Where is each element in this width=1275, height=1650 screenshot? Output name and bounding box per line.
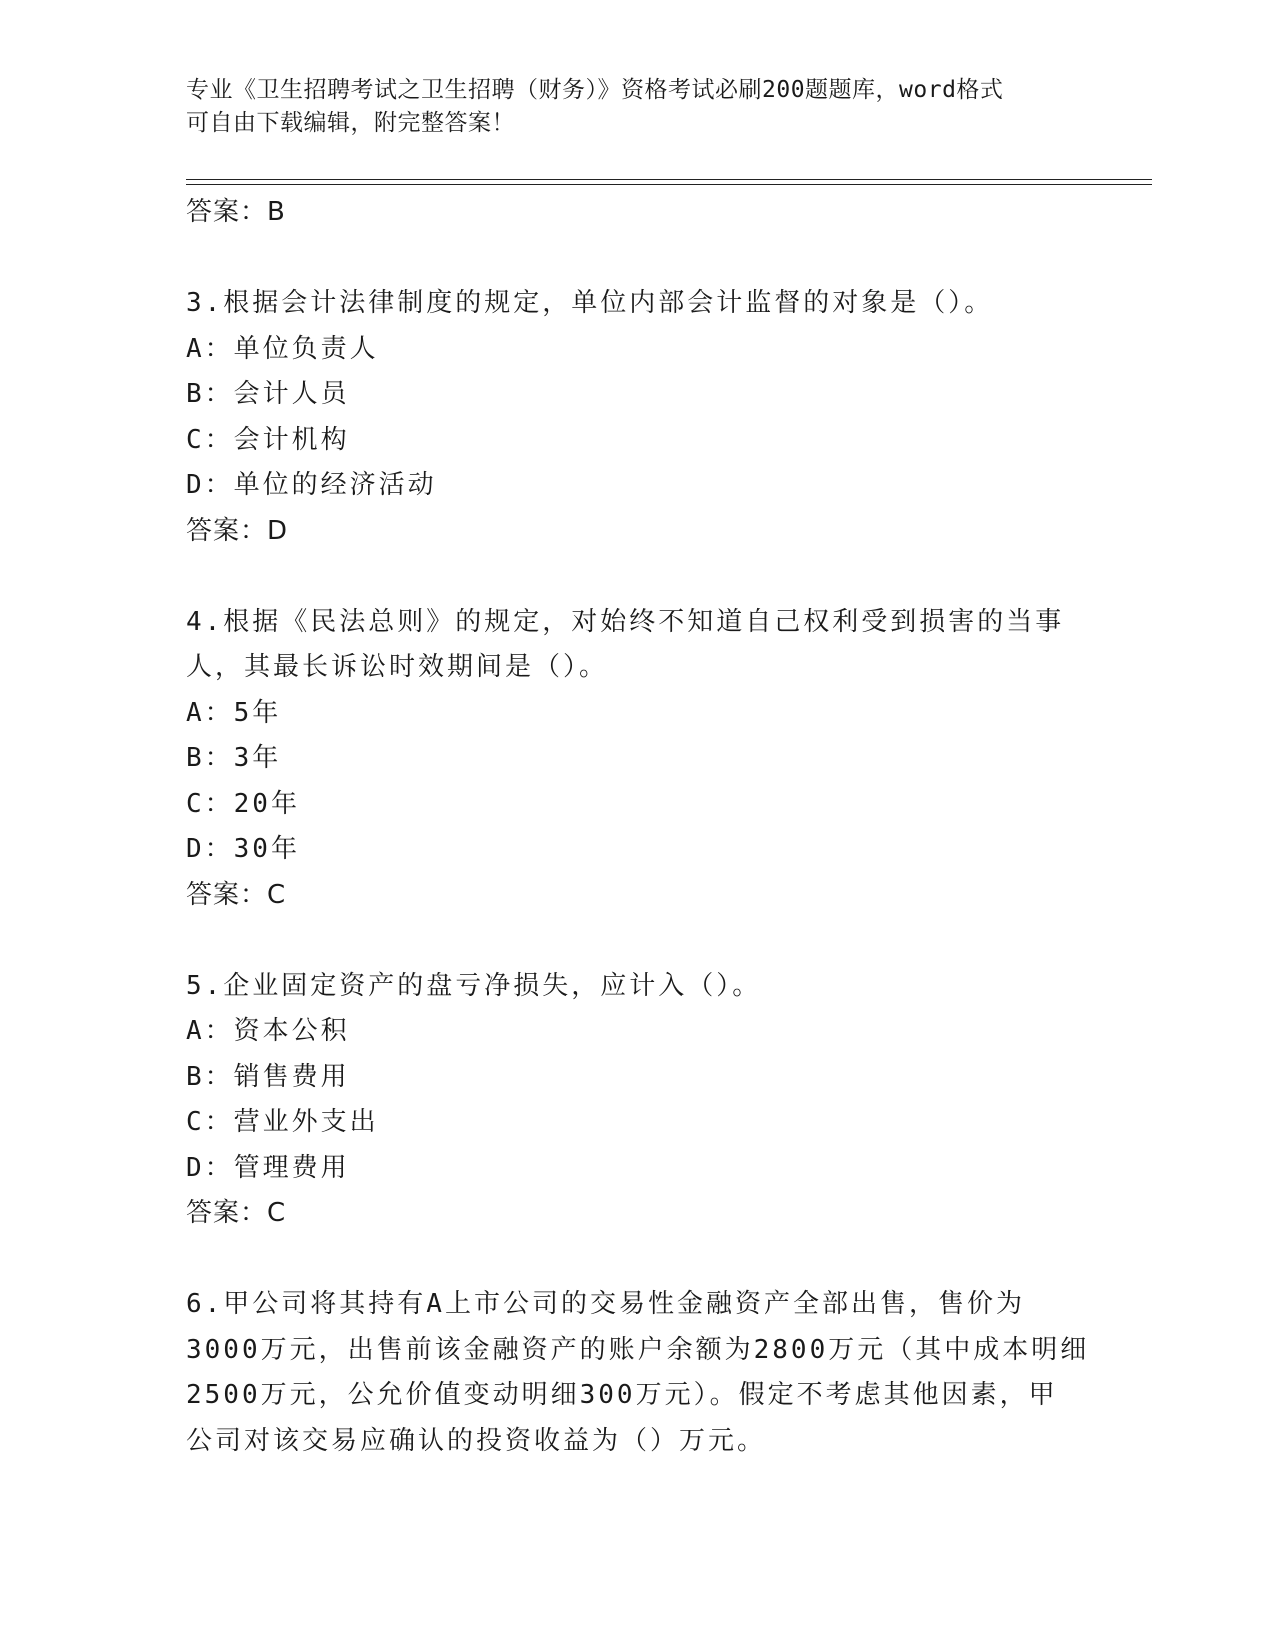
question-stem: 5.企业固定资产的盘亏净损失，应计入（）。 (186, 970, 762, 1001)
option-a: A：单位负责人 (186, 333, 379, 364)
question-stem: 人，其最长诉讼时效期间是（）。 (186, 652, 609, 682)
option-d: D：管理费用 (186, 1152, 350, 1183)
answer-label: 答案：B (186, 197, 286, 227)
question-block (186, 964, 1086, 1237)
option-b: B：销售费用 (186, 1061, 350, 1092)
spacer (186, 1237, 1086, 1283)
question-block (186, 1282, 1090, 1464)
spacer (186, 236, 1086, 282)
option-d: D：30年 (186, 834, 300, 864)
option-a: A：资本公积 (186, 1016, 350, 1046)
header-line-2: 可自由下载编辑，附完整答案！ (186, 110, 515, 136)
header-divider-top (186, 179, 1152, 180)
question-stem: 6.甲公司将其持有A上市公司的交易性金融资产全部出售，售价为 (186, 1289, 1025, 1319)
answer-label: 答案：C (186, 879, 287, 910)
option-c: C：20年 (186, 788, 300, 819)
option-b: B：会计人员 (186, 379, 350, 409)
document-header (186, 74, 1086, 140)
question-block (186, 281, 1086, 554)
question-list (186, 190, 1090, 1464)
answer-label: 答案：D (186, 515, 289, 546)
header-line-1: 专业《卫生招聘考试之卫生招聘（财务）》资格考试必刷200题题库，word格式 (186, 77, 1004, 103)
option-d: D：单位的经济活动 (186, 470, 437, 500)
spacer (186, 918, 1086, 964)
question-stem: 3.根据会计法律制度的规定，单位内部会计监督的对象是（）。 (186, 288, 994, 318)
question-stem: 公司对该交易应确认的投资收益为（）万元。 (186, 1425, 767, 1456)
answer-label: 答案：C (186, 1198, 287, 1228)
question-stem: 4.根据《民法总则》的规定，对始终不知道自己权利受到损害的当事 (186, 606, 1065, 637)
option-a: A：5年 (186, 697, 282, 728)
question-stem: 3000万元，出售前该金融资产的账户余额为2800万元（其中成本明细 (186, 1334, 1090, 1365)
option-c: C：会计机构 (186, 424, 350, 455)
option-b: B：3年 (186, 743, 282, 773)
question-stem: 2500万元，公允价值变动明细300万元）。假定不考虑其他因素，甲 (186, 1380, 1058, 1410)
spacer (186, 554, 1086, 600)
header-divider-bottom (186, 184, 1152, 185)
option-c: C：营业外支出 (186, 1107, 379, 1137)
question-block (186, 600, 1086, 919)
